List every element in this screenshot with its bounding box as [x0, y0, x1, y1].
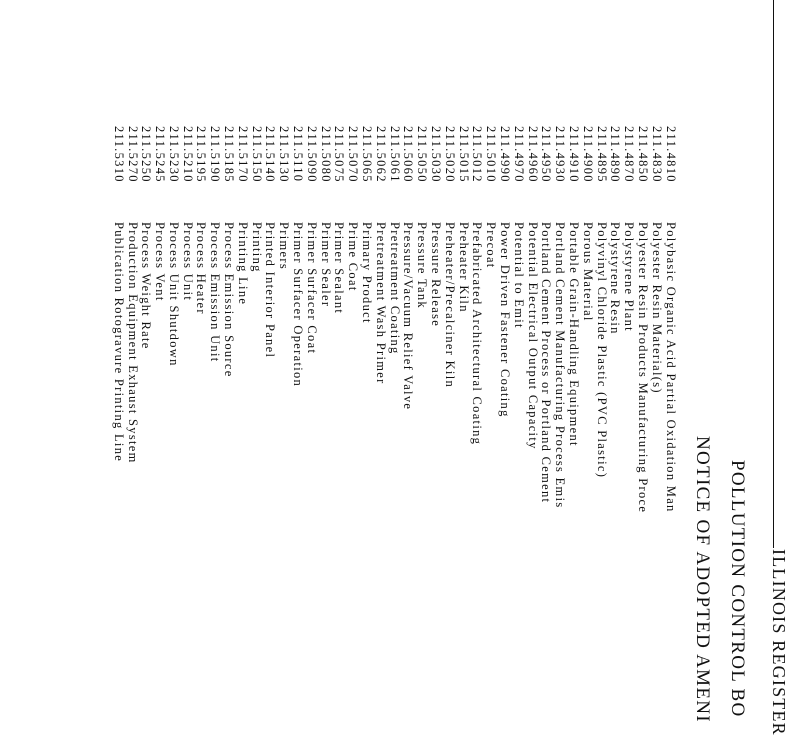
- list-item: [304, 126, 318, 513]
- defined-term: Printing Line: [235, 222, 250, 306]
- section-number: 211.4990: [498, 126, 513, 183]
- section-number: 211.4930: [553, 126, 568, 183]
- section-number: 211.4970: [511, 126, 526, 183]
- list-item: [139, 126, 153, 513]
- defined-term: Porous Material: [580, 222, 595, 322]
- defined-term: Primary Product: [360, 222, 375, 324]
- defined-term: Prefabricated Architectural Coating: [470, 222, 485, 446]
- section-number: 211.5185: [222, 126, 237, 183]
- list-item: [180, 126, 194, 513]
- agency-name: POLLUTION CONTROL BO: [727, 460, 748, 718]
- defined-term: Portland Cement Manufacturing Process Emis: [553, 222, 568, 509]
- section-number: 211.5140: [263, 126, 278, 183]
- defined-term: Pressure/Vacuum Relief Valve: [401, 222, 416, 411]
- list-item: [387, 126, 401, 513]
- section-number: 211.5110: [291, 126, 306, 183]
- section-number: 211.5170: [235, 126, 250, 183]
- list-item: [401, 126, 415, 513]
- section-number: 211.5270: [125, 126, 140, 183]
- list-item: [125, 126, 139, 513]
- list-item: [153, 126, 167, 513]
- section-number: 211.5075: [332, 126, 347, 183]
- list-item: [277, 126, 291, 513]
- section-number: 211.5190: [208, 126, 223, 183]
- section-number: 211.4900: [580, 126, 595, 183]
- section-number: 211.5230: [166, 126, 181, 183]
- defined-term: Precoat: [484, 222, 499, 269]
- defined-term: Polystyrene Resin: [608, 222, 623, 335]
- list-item: [567, 126, 581, 513]
- defined-term: Prime Coat: [346, 222, 361, 292]
- section-number: 211.4810: [663, 126, 678, 183]
- definitions-list: [111, 126, 677, 513]
- defined-term: Potential to Emit: [511, 222, 526, 329]
- defined-term: Preheater/Precalciner Kiln: [442, 222, 457, 389]
- list-item: [222, 126, 236, 513]
- list-item: [649, 126, 663, 513]
- defined-term: Printed Interior Panel: [263, 222, 278, 359]
- list-item: [291, 126, 305, 513]
- list-item: [484, 126, 498, 513]
- defined-term: Process Emission Source: [222, 222, 237, 378]
- list-item: [318, 126, 332, 513]
- defined-term: Process Heater: [194, 222, 209, 315]
- defined-term: Primer Sealant: [332, 222, 347, 315]
- defined-term: Pretreatment Coating: [387, 222, 402, 355]
- section-number: 211.5150: [249, 126, 264, 183]
- defined-term: Pretreatment Wash Primer: [373, 222, 388, 385]
- defined-term: Primer Surfacer Coat: [304, 222, 319, 355]
- defined-term: Production Equipment Exhaust System: [125, 222, 140, 464]
- section-number: 211.5310: [111, 126, 126, 183]
- list-item: [594, 126, 608, 513]
- section-number: 211.4870: [622, 126, 637, 183]
- defined-term: Power Driven Fastener Coating: [498, 222, 513, 418]
- list-item: [249, 126, 263, 513]
- section-number: 211.5050: [415, 126, 430, 183]
- defined-term: Primers: [277, 222, 292, 270]
- defined-term: Preheater Kiln: [456, 222, 471, 313]
- list-item: [346, 126, 360, 513]
- list-item: [636, 126, 650, 513]
- defined-term: Polybasic Organic Acid Partial Oxidation Man: [663, 222, 678, 513]
- section-number: 211.4830: [649, 126, 664, 183]
- section-number: 211.5195: [194, 126, 209, 183]
- header-rule: [773, 0, 774, 548]
- section-number: 211.5010: [484, 126, 499, 183]
- defined-term: Process Weight Rate: [139, 222, 154, 350]
- section-number: 211.5065: [360, 126, 375, 183]
- defined-term: Polyester Resin Products Manufacturing Proce: [636, 222, 650, 514]
- section-number: 211.5015: [456, 126, 471, 183]
- defined-term: Process Unit: [180, 222, 195, 302]
- list-item: [663, 126, 677, 513]
- section-number: 211.5210: [180, 126, 195, 183]
- section-number: 211.5250: [139, 126, 154, 183]
- defined-term: Portable Grain-Handling Equipment: [567, 222, 582, 447]
- section-number: 211.4890: [608, 126, 623, 183]
- section-number: 211.5070: [346, 126, 361, 183]
- list-item: [167, 126, 181, 513]
- list-item: [194, 126, 208, 513]
- list-item: [608, 126, 622, 513]
- list-item: [208, 126, 222, 513]
- section-number: 211.5080: [318, 126, 333, 183]
- section-number: 211.5012: [470, 126, 485, 183]
- defined-term: Primer Surfacer Operation: [291, 222, 306, 388]
- list-item: [580, 126, 594, 513]
- notice-title: NOTICE OF ADOPTED AMENI: [692, 436, 713, 723]
- section-number: 211.4960: [525, 126, 540, 183]
- defined-term: Pressure Tank: [415, 222, 430, 309]
- list-item: [442, 126, 456, 513]
- section-number: 211.5030: [429, 126, 444, 183]
- section-number: 211.5061: [387, 126, 402, 183]
- list-item: [373, 126, 387, 513]
- section-number: 211.5062: [373, 126, 388, 183]
- section-number: 211.5020: [442, 126, 457, 183]
- list-item: [456, 126, 470, 513]
- list-item: [236, 126, 250, 513]
- list-item: [263, 126, 277, 513]
- defined-term: Polyvinyl Chloride Plastic (PVC Plastic): [594, 222, 609, 479]
- section-number: 211.4850: [636, 126, 650, 183]
- section-number: 211.4910: [567, 126, 582, 183]
- section-number: 211.5060: [401, 126, 416, 183]
- defined-term: Publication Rotogravure Printing Line: [111, 222, 126, 463]
- list-item: [429, 126, 443, 513]
- list-item: [539, 126, 553, 513]
- list-item: [553, 126, 567, 513]
- section-number: 211.5245: [153, 126, 168, 183]
- section-number: 211.5130: [277, 126, 292, 183]
- defined-term: Primer Sealer: [318, 222, 333, 308]
- defined-term: Printing: [249, 222, 264, 273]
- defined-term: Process Vent: [153, 222, 168, 302]
- list-item: [511, 126, 525, 513]
- list-item: [360, 126, 374, 513]
- defined-term: Pressure Release: [429, 222, 444, 328]
- section-number: 211.4950: [539, 126, 554, 183]
- list-item: [111, 126, 125, 513]
- defined-term: Process Emission Unit: [208, 222, 223, 363]
- defined-term: Potential Electrical Output Capacity: [525, 222, 540, 450]
- list-item: [622, 126, 636, 513]
- defined-term: Portland Cement Process or Portland Cement: [539, 222, 554, 504]
- list-item: [332, 126, 346, 513]
- list-item: [470, 126, 484, 513]
- defined-term: Process Unit Shutdown: [166, 222, 181, 367]
- list-item: [498, 126, 512, 513]
- defined-term: Polyester Resin Material(s): [649, 222, 664, 394]
- list-item: [525, 126, 539, 513]
- list-item: [415, 126, 429, 513]
- register-header-title: ILLINOIS REGISTER: [769, 549, 789, 736]
- section-number: 211.5090: [304, 126, 319, 183]
- section-number: 211.4895: [594, 126, 609, 183]
- defined-term: Polystyrene Plant: [622, 222, 637, 332]
